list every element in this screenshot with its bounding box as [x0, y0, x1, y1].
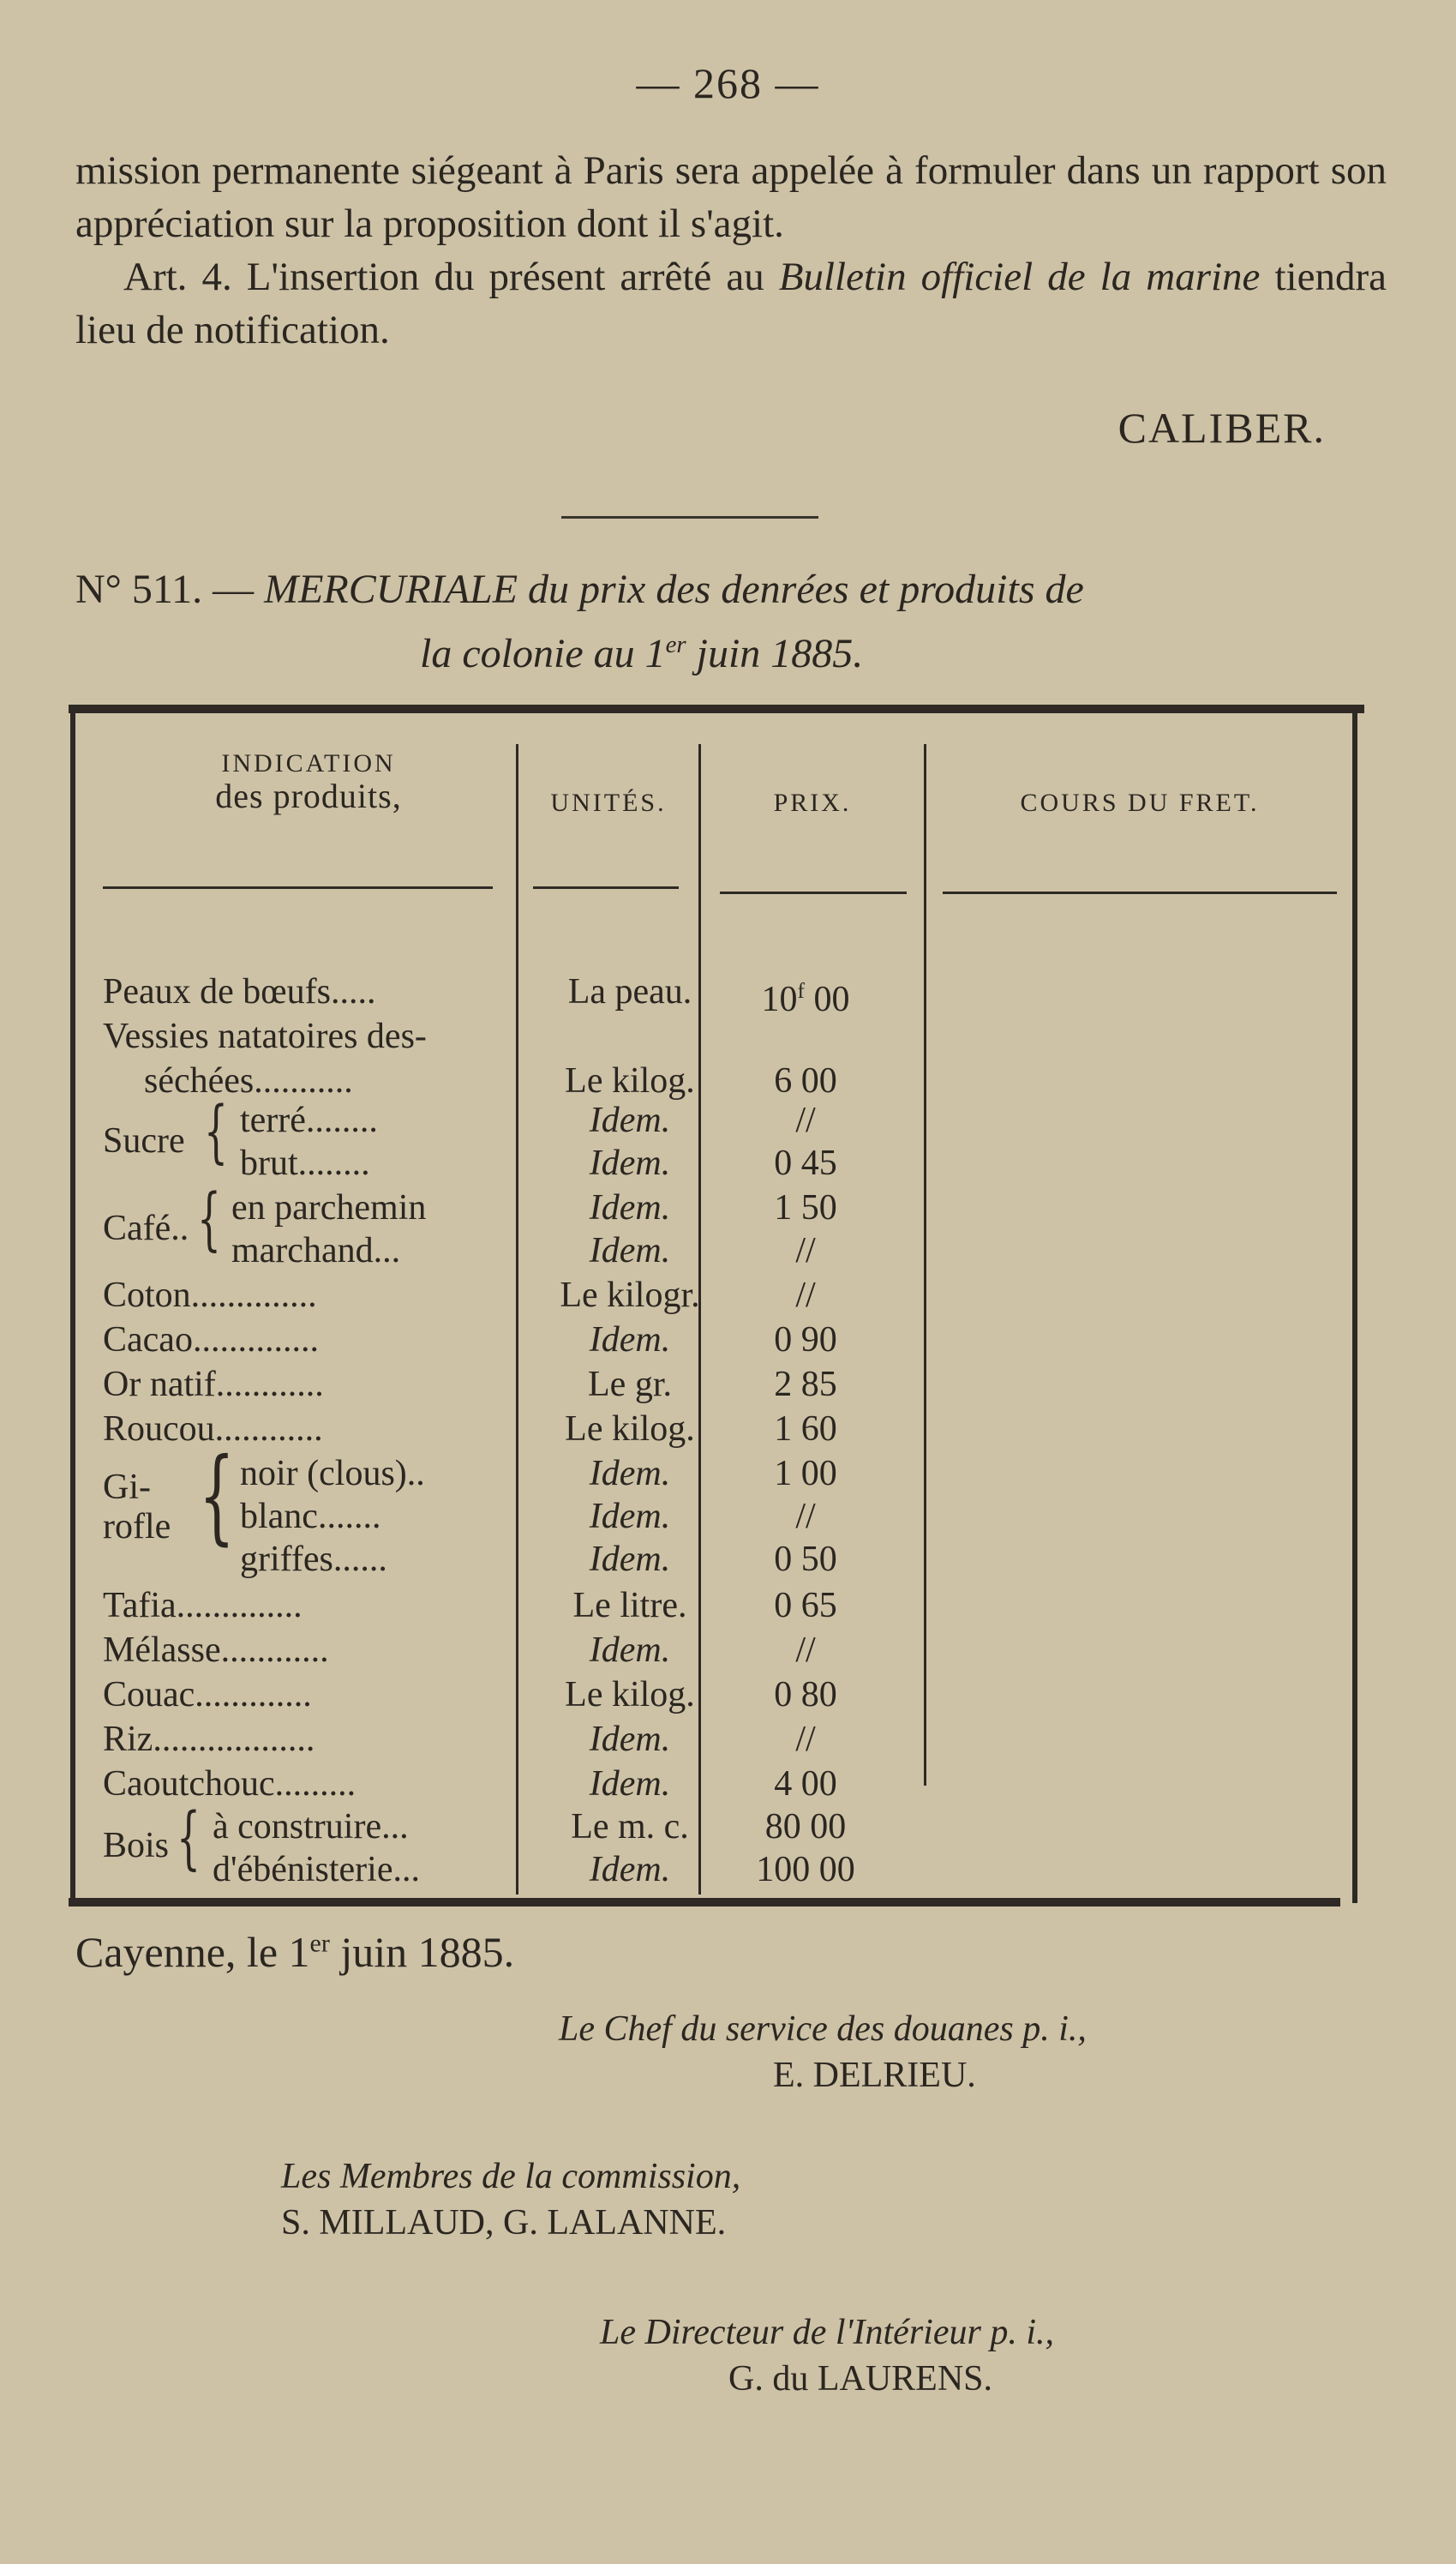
product-unit: Le gr.: [588, 1365, 672, 1404]
mercuriale-title-line-1: [75, 564, 1387, 615]
product-unit: Idem.: [589, 1188, 671, 1228]
signature-members: [281, 2153, 740, 2246]
product-unit: Idem.: [589, 1320, 671, 1360]
table-row: [69, 1099, 1364, 1142]
product-unit: Le kilogr.: [560, 1276, 700, 1315]
product-name: Cacao..............: [103, 1320, 319, 1360]
product-price: 0 90: [774, 1320, 837, 1360]
product-variant: en parchemin: [231, 1188, 427, 1228]
title-italic-2b: juin 1885.: [686, 631, 864, 676]
signature-name: E. DELRIEU.: [773, 2056, 976, 2095]
paragraph-continuation: mission permanente siégeant à Paris sera appelée à formuler dans un rapport son appréciation sur la proposition dont il s'agit.: [75, 148, 1387, 246]
place-date-sup: er: [309, 1929, 330, 1958]
decree-number: N° 511. —: [75, 567, 265, 612]
signature-directeur: [600, 2309, 1054, 2402]
title-sup: er: [665, 631, 686, 658]
table-row: [69, 1848, 1364, 1891]
place-date: [75, 1927, 514, 1977]
brace-icon: {: [199, 1437, 235, 1556]
table-row: [69, 1186, 1364, 1229]
product-name: Roucou............: [103, 1409, 323, 1449]
header-rule-2: [533, 886, 679, 889]
separator-rule: [561, 516, 818, 519]
product-price: 4 00: [774, 1764, 837, 1804]
product-price: 6 00: [774, 1061, 837, 1101]
price-rest: 00: [804, 980, 850, 1019]
product-unit: Le kilog.: [565, 1409, 695, 1449]
product-price: //: [795, 1276, 816, 1315]
table-row: [69, 1142, 1364, 1185]
group-label-sucre: Sucre: [103, 1121, 185, 1161]
product-price: //: [795, 1231, 816, 1270]
product-price: 1 50: [774, 1188, 837, 1228]
table-row: [69, 1363, 1364, 1406]
product-price: 1 00: [774, 1454, 837, 1493]
table-row: [69, 1274, 1364, 1317]
place-date-b: juin 1885.: [329, 1928, 515, 1976]
price-main: 10: [761, 980, 798, 1019]
product-price: 2 85: [774, 1365, 837, 1404]
product-variant: brut........: [240, 1144, 370, 1183]
product-price: //: [795, 1497, 816, 1536]
product-unit: Idem.: [589, 1720, 671, 1759]
product-unit: Idem.: [589, 1850, 671, 1889]
product-unit: Idem.: [589, 1764, 671, 1804]
brace-icon: {: [177, 1798, 201, 1877]
product-price: 1 60: [774, 1409, 837, 1449]
bulletin-title: Bulletin officiel de la marine: [778, 255, 1261, 299]
header-unites: UNITÉS.: [550, 789, 667, 817]
product-price: 0 80: [774, 1675, 837, 1714]
header-cours-fret: COURS DU FRET.: [1020, 789, 1260, 817]
header-indication-2: des produits,: [215, 777, 402, 815]
table-row: [69, 1762, 1364, 1805]
product-price: 0 45: [774, 1144, 837, 1183]
product-unit: Idem.: [589, 1144, 671, 1183]
title-italic-2a: la colonie au 1: [420, 631, 666, 676]
product-variant: marchand...: [231, 1231, 401, 1270]
group-label-bois: Bois: [103, 1826, 170, 1865]
table-row: [69, 1495, 1364, 1538]
header-indication: [120, 748, 497, 813]
group-label-cafe: Café..: [103, 1209, 189, 1248]
header-indication-1: INDICATION: [221, 749, 396, 778]
table-row: [69, 1015, 1364, 1058]
signature-title: Le Chef du service des douanes p. i.,: [559, 2009, 1087, 2049]
price-table: [69, 705, 1364, 1912]
paragraph-article-4: [75, 250, 1387, 357]
page-number: — 268 —: [636, 59, 820, 107]
product-name: Tafia..............: [103, 1586, 303, 1625]
brace-icon: {: [197, 1179, 221, 1258]
product-unit: Idem.: [589, 1630, 671, 1670]
table-row: [69, 1718, 1364, 1761]
article-4-text-start: Art. 4. L'insertion du présent arrêté au: [123, 255, 779, 299]
product-unit: Idem.: [589, 1540, 671, 1579]
product-variant: griffes......: [240, 1540, 387, 1579]
product-unit: Le kilog.: [565, 1061, 695, 1101]
table-border-bottom: [69, 1898, 1340, 1906]
product-unit: Idem.: [589, 1101, 671, 1140]
product-unit: Idem.: [589, 1454, 671, 1493]
product-price: 0 65: [774, 1586, 837, 1625]
product-name: Couac.............: [103, 1675, 312, 1714]
signature-title: Les Membres de la commission,: [281, 2157, 741, 2196]
header-rule-4: [943, 892, 1337, 894]
product-unit: La peau.: [567, 972, 692, 1012]
header-prix: PRIX.: [773, 789, 852, 817]
product-variant: noir (clous)..: [240, 1454, 425, 1493]
product-price: 100 00: [756, 1850, 855, 1889]
product-price: 0 50: [774, 1540, 837, 1579]
product-variant: terré........: [240, 1101, 378, 1140]
product-name: Vessies natatoires des-: [103, 1017, 427, 1056]
product-unit: Le litre.: [572, 1586, 687, 1625]
place-date-a: Cayenne, le 1: [75, 1928, 310, 1976]
table-row: [69, 1408, 1364, 1450]
brace-icon: {: [204, 1091, 228, 1171]
product-variant: d'ébénisterie...: [213, 1850, 420, 1889]
table-row: [69, 1805, 1364, 1848]
product-name: Coton..............: [103, 1276, 317, 1315]
table-row: [69, 1584, 1364, 1627]
product-name: Or natif............: [103, 1365, 324, 1404]
table-row: [69, 970, 1364, 1019]
table-row: [69, 1060, 1364, 1102]
table-row: [69, 1629, 1364, 1672]
mercuriale-title-line-2: [420, 619, 1191, 680]
signature-name: G. du LAURENS.: [728, 2359, 993, 2399]
product-name: Caoutchouc.........: [103, 1764, 357, 1804]
product-name: séchées...........: [144, 1061, 353, 1101]
product-price: 80 00: [764, 1807, 847, 1846]
product-unit: Idem.: [589, 1497, 671, 1536]
title-italic-1: MERCURIALE du prix des denrées et produits de: [264, 567, 1084, 612]
table-row: [69, 1229, 1364, 1272]
signature-name: S. MILLAUD, G. LALANNE.: [281, 2203, 727, 2243]
product-unit: Le kilog.: [565, 1675, 695, 1714]
product-variant: à construire...: [213, 1807, 409, 1846]
product-price: //: [795, 1101, 816, 1140]
product-variant: blanc.......: [240, 1497, 381, 1536]
group-label-girofle-1: Gi-: [103, 1468, 151, 1507]
table-border-top: [69, 705, 1364, 713]
product-name: Peaux de bœufs.....: [103, 972, 376, 1012]
product-price: //: [795, 1630, 816, 1670]
product-price: [707, 970, 904, 1021]
table-row: [69, 1452, 1364, 1495]
table-row: [69, 1538, 1364, 1581]
header-rule-3: [720, 892, 907, 894]
price-sup: f: [797, 980, 805, 1003]
product-name: Riz..................: [103, 1720, 315, 1759]
product-unit: Idem.: [589, 1231, 671, 1270]
table-row: [69, 1318, 1364, 1361]
header-rule-1: [103, 886, 493, 889]
article-4-text-end: tiendra lieu de notification.: [75, 255, 1387, 352]
group-label-girofle-2: rofle: [103, 1507, 171, 1546]
signature-title: Le Directeur de l'Intérieur p. i.,: [600, 2313, 1054, 2352]
table-row: [69, 1673, 1364, 1716]
product-price: //: [795, 1720, 816, 1759]
product-unit: Le m. c.: [571, 1807, 689, 1846]
signature-caliber: CALIBER.: [1117, 404, 1326, 452]
signature-chef-douanes: [559, 2006, 1087, 2099]
product-name: Mélasse............: [103, 1630, 329, 1670]
